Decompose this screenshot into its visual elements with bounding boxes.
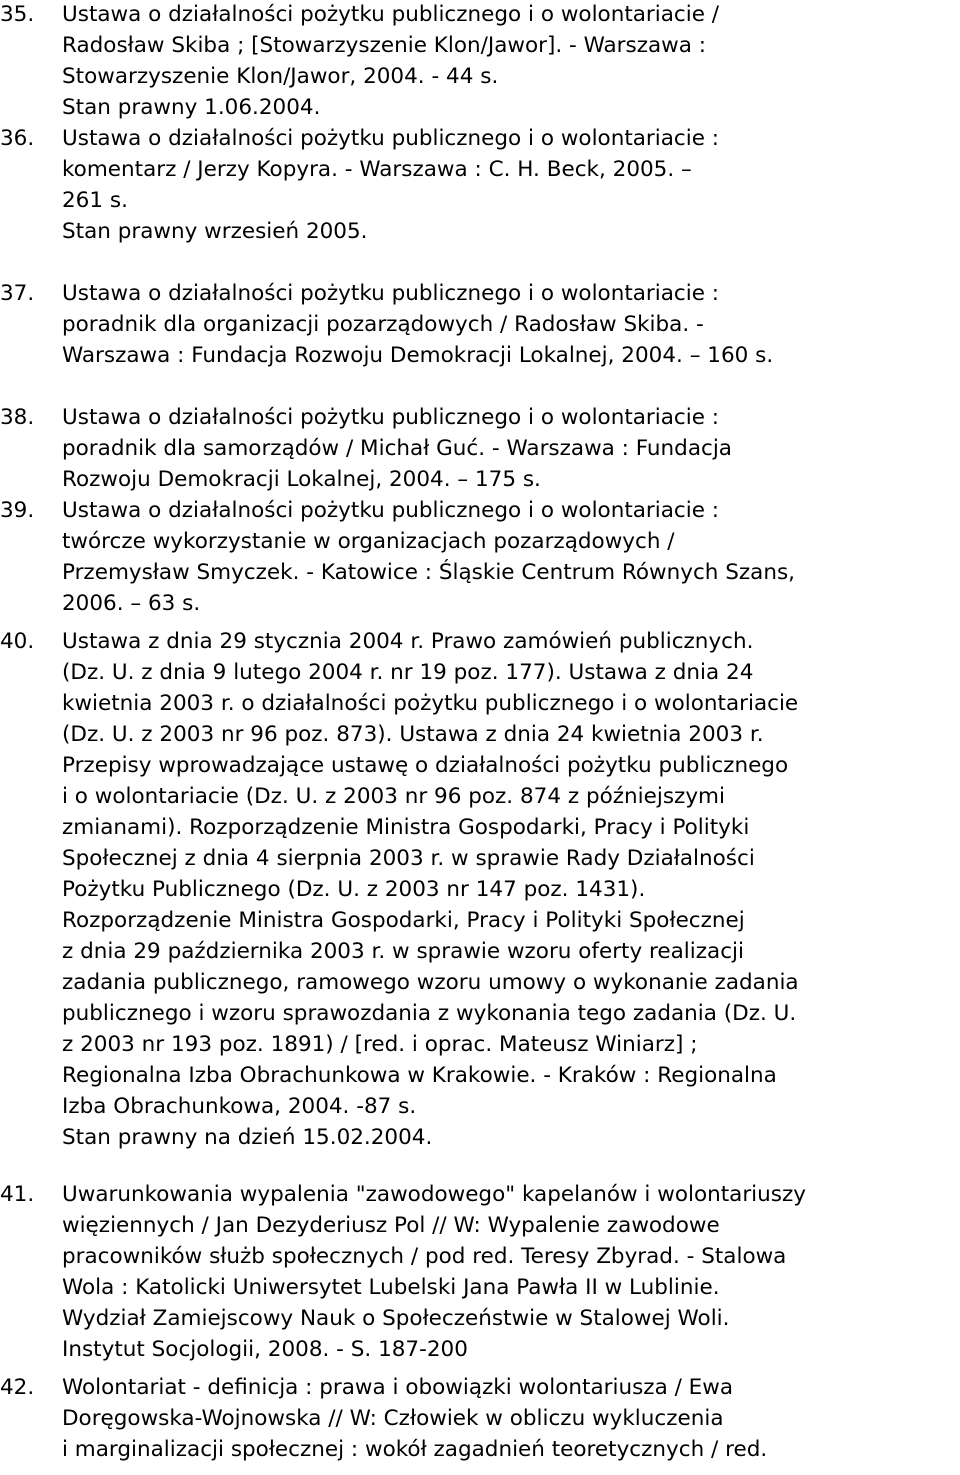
entry-text-line: 2006. – 63 s. [62,591,201,616]
entry-number: 35. [0,2,35,27]
entry-text-line: twórcze wykorzystanie w organizacjach pozarządowych / [62,529,675,554]
entry-number: 42. [0,1375,35,1400]
entry-number: 37. [0,281,35,306]
entry-text-line: i o wolontariacie (Dz. U. z 2003 nr 96 poz. 874 z późniejszymi [62,784,725,809]
entry-text-line: Pożytku Publicznego (Dz. U. z 2003 nr 147 poz. 1431). [62,877,646,902]
entry-text-line: komentarz / Jerzy Kopyra. - Warszawa : C. H. Beck, 2005. – [62,157,692,182]
entry-text-line: Stowarzyszenie Klon/Jawor, 2004. - 44 s. [62,64,499,89]
entry-text-line: (Dz. U. z 2003 nr 96 poz. 873). Ustawa z dnia 24 kwietnia 2003 r. [62,722,764,747]
entry-text-line: z 2003 nr 193 poz. 1891) / [red. i oprac. Mateusz Winiarz] ; [62,1032,698,1057]
entry-text-line: Rozwoju Demokracji Lokalnej, 2004. – 175 s. [62,467,541,492]
entry-text-line: publicznego i wzoru sprawozdania z wykonania tego zadania (Dz. U. [62,1001,797,1026]
entry-text-line: więziennych / Jan Dezyderiusz Pol // W: Wypalenie zawodowe [62,1213,720,1238]
entry-number: 38. [0,405,35,430]
entry-text-line: Regionalna Izba Obrachunkowa w Krakowie. - Kraków : Regionalna [62,1063,777,1088]
entry-text-line: Ustawa o działalności pożytku publicznego i o wolontariacie : [62,405,720,430]
entry-text-line: 261 s. [62,188,128,213]
entry-text-line: Warszawa : Fundacja Rozwoju Demokracji Lokalnej, 2004. – 160 s. [62,343,774,368]
entry-text-line: Ustawa z dnia 29 stycznia 2004 r. Prawo zamówień publicznych. [62,629,754,654]
entry-text-line: zadania publicznego, ramowego wzoru umowy o wykonanie zadania [62,970,799,995]
entry-text-line: z dnia 29 października 2003 r. w sprawie wzoru oferty realizacji [62,939,744,964]
entry-text-line: Uwarunkowania wypalenia "zawodowego" kapelanów i wolontariuszy [62,1182,806,1207]
entry-text-line: Wydział Zamiejscowy Nauk o Społeczeństwie w Stalowej Woli. [62,1306,730,1331]
entry-number: 36. [0,126,35,151]
entry-text-line: Przemysław Smyczek. - Katowice : Śląskie Centrum Równych Szans, [62,560,796,585]
entry-text-line: kwietnia 2003 r. o działalności pożytku publicznego i o wolontariacie [62,691,799,716]
entry-text-line: Wola : Katolicki Uniwersytet Lubelski Jana Pawła II w Lublinie. [62,1275,720,1300]
entry-text-line: Stan prawny wrzesień 2005. [62,219,368,244]
entry-text-line: Izba Obrachunkowa, 2004. -87 s. [62,1094,417,1119]
entry-number: 39. [0,498,35,523]
entry-text-line: Doręgowska-Wojnowska // W: Człowiek w obliczu wykluczenia [62,1406,724,1431]
entry-text-line: Przepisy wprowadzające ustawę o działalności pożytku publicznego [62,753,789,778]
entry-text-line: i marginalizacji społecznej : wokół zagadnień teoretycznych / red. [62,1437,768,1462]
entry-text-line: pracowników służb społecznych / pod red. Teresy Zbyrad. - Stalowa [62,1244,787,1269]
entry-text-line: Ustawa o działalności pożytku publicznego i o wolontariacie : [62,126,720,151]
entry-text-line: (Dz. U. z dnia 9 lutego 2004 r. nr 19 poz. 177). Ustawa z dnia 24 [62,660,754,685]
entry-text-line: Rozporządzenie Ministra Gospodarki, Pracy i Polityki Społecznej [62,908,745,933]
entry-text-line: zmianami). Rozporządzenie Ministra Gospodarki, Pracy i Polityki [62,815,750,840]
entry-number: 40. [0,629,35,654]
entry-text-line: Instytut Socjologii, 2008. - S. 187-200 [62,1337,468,1362]
entry-text-line: Wolontariat - definicja : prawa i obowiązki wolontariusza / Ewa [62,1375,734,1400]
entry-text-line: poradnik dla samorządów / Michał Guć. - Warszawa : Fundacja [62,436,732,461]
entry-text-line: Radosław Skiba ; [Stowarzyszenie Klon/Jawor]. - Warszawa : [62,33,706,58]
entry-text-line: Ustawa o działalności pożytku publicznego i o wolontariacie : [62,281,720,306]
entry-text-line: Ustawa o działalności pożytku publicznego i o wolontariacie : [62,498,720,523]
entry-number: 41. [0,1182,35,1207]
entry-text-line: Stan prawny na dzień 15.02.2004. [62,1125,433,1150]
entry-text-line: Stan prawny 1.06.2004. [62,95,321,120]
entry-text-line: Ustawa o działalności pożytku publicznego i o wolontariacie / [62,2,720,27]
entry-text-line: poradnik dla organizacji pozarządowych / Radosław Skiba. - [62,312,704,337]
entry-text-line: Społecznej z dnia 4 sierpnia 2003 r. w sprawie Rady Działalności [62,846,755,871]
